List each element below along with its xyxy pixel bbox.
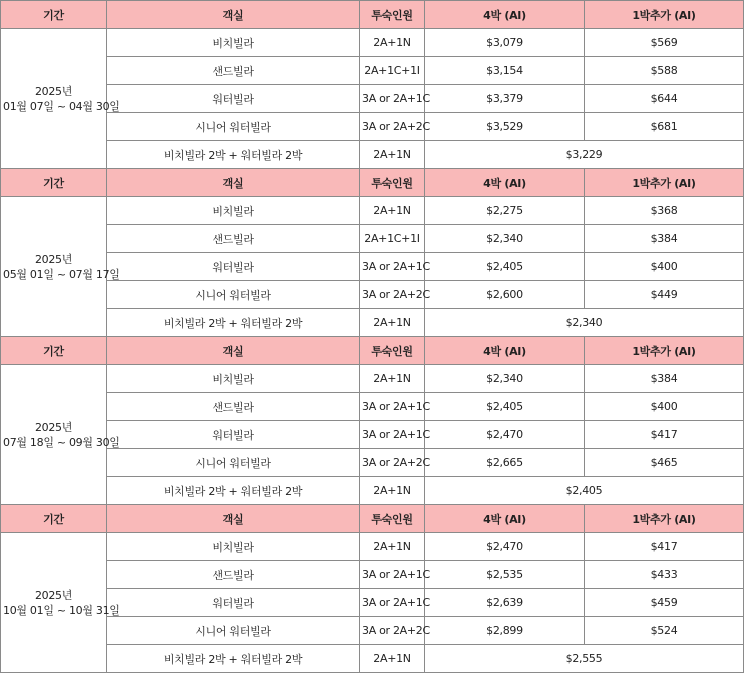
price-extra-night: $588	[585, 57, 744, 85]
price-four-nights: $2,275	[425, 197, 585, 225]
table-row	[1, 281, 744, 309]
price-four-nights: $2,535	[425, 561, 585, 589]
price-extra-night: $417	[585, 533, 744, 561]
price-extra-night: $459	[585, 589, 744, 617]
price-extra-night: $569	[585, 29, 744, 57]
occupancy: 2A+1N	[360, 197, 425, 225]
room-name: 워터빌라	[107, 85, 360, 113]
table-row	[1, 225, 744, 253]
occupancy: 2A+1N	[360, 533, 425, 561]
table-row	[1, 57, 744, 85]
header-occupancy: 투숙인원	[360, 1, 425, 29]
price-four-nights: $3,079	[425, 29, 585, 57]
period-cell	[1, 365, 120, 505]
occupancy: 2A+1C+1I	[360, 57, 425, 85]
price-four-nights: $3,529	[425, 113, 585, 141]
period-year: 2025년	[34, 252, 73, 266]
room-name: 샌드빌라	[107, 57, 360, 85]
header-extra-night: 1박추가 (AI)	[585, 1, 744, 29]
table-row	[1, 29, 744, 57]
table-row	[1, 197, 744, 225]
price-four-nights: $2,470	[425, 421, 585, 449]
room-name: 샌드빌라	[107, 561, 360, 589]
occupancy: 3A or 2A+1C	[360, 561, 425, 589]
section-header-row	[1, 169, 744, 197]
table-row	[1, 113, 744, 141]
table-row	[1, 393, 744, 421]
price-extra-night: $644	[585, 85, 744, 113]
room-name: 시니어 워터빌라	[107, 113, 360, 141]
section-header-row	[1, 1, 744, 29]
price-four-nights: $2,639	[425, 589, 585, 617]
header-period: 기간	[1, 337, 107, 365]
price-extra-night: $681	[585, 113, 744, 141]
occupancy: 2A+1N	[360, 29, 425, 57]
room-name: 워터빌라	[107, 421, 360, 449]
room-name: 시니어 워터빌라	[107, 281, 360, 309]
occupancy: 3A or 2A+2C	[360, 281, 425, 309]
combo-row	[1, 645, 744, 673]
period-year: 2025년	[34, 420, 73, 434]
occupancy: 3A or 2A+2C	[360, 113, 425, 141]
price-extra-night: $384	[585, 365, 744, 393]
occupancy: 3A or 2A+1C	[360, 253, 425, 281]
occupancy: 3A or 2A+1C	[360, 393, 425, 421]
occupancy: 3A or 2A+2C	[360, 449, 425, 477]
table-row	[1, 617, 744, 645]
table-row	[1, 561, 744, 589]
price-extra-night: $449	[585, 281, 744, 309]
price-extra-night: $465	[585, 449, 744, 477]
room-name: 비치빌라	[107, 533, 360, 561]
header-extra-night: 1박추가 (AI)	[585, 505, 744, 533]
price-four-nights: $2,340	[425, 225, 585, 253]
price-extra-night: $417	[585, 421, 744, 449]
header-extra-night: 1박추가 (AI)	[585, 169, 744, 197]
combo-room: 비치빌라 2박 + 워터빌라 2박	[107, 141, 360, 169]
room-name: 비치빌라	[107, 29, 360, 57]
occupancy: 2A+1C+1I	[360, 225, 425, 253]
period-year: 2025년	[34, 588, 73, 602]
combo-price: $2,405	[425, 477, 744, 505]
table-row	[1, 533, 744, 561]
period-cell	[1, 533, 120, 673]
period-cell	[1, 197, 120, 337]
rate-table-body	[1, 1, 744, 673]
price-extra-night: $433	[585, 561, 744, 589]
price-four-nights: $2,600	[425, 281, 585, 309]
combo-occupancy: 2A+1N	[360, 645, 425, 673]
room-name: 샌드빌라	[107, 393, 360, 421]
combo-occupancy: 2A+1N	[360, 141, 425, 169]
combo-price: $2,555	[425, 645, 744, 673]
period-range: 10월 01일 ~ 10월 31일	[3, 603, 120, 617]
combo-price: $2,340	[425, 309, 744, 337]
price-extra-night: $400	[585, 393, 744, 421]
combo-row	[1, 477, 744, 505]
period-cell	[1, 29, 120, 169]
price-extra-night: $368	[585, 197, 744, 225]
header-period: 기간	[1, 505, 107, 533]
combo-room: 비치빌라 2박 + 워터빌라 2박	[107, 309, 360, 337]
header-room: 객실	[107, 505, 360, 533]
header-period: 기간	[1, 1, 107, 29]
combo-room: 비치빌라 2박 + 워터빌라 2박	[107, 645, 360, 673]
header-extra-night: 1박추가 (AI)	[585, 337, 744, 365]
header-four-nights: 4박 (AI)	[425, 337, 585, 365]
header-room: 객실	[107, 1, 360, 29]
combo-occupancy: 2A+1N	[360, 477, 425, 505]
table-row	[1, 365, 744, 393]
combo-row	[1, 141, 744, 169]
section-header-row	[1, 337, 744, 365]
room-name: 비치빌라	[107, 197, 360, 225]
occupancy: 3A or 2A+2C	[360, 617, 425, 645]
price-four-nights: $2,340	[425, 365, 585, 393]
price-four-nights: $3,379	[425, 85, 585, 113]
header-occupancy: 투숙인원	[360, 505, 425, 533]
price-four-nights: $2,405	[425, 253, 585, 281]
header-room: 객실	[107, 169, 360, 197]
room-name: 비치빌라	[107, 365, 360, 393]
price-extra-night: $400	[585, 253, 744, 281]
period-year: 2025년	[34, 84, 73, 98]
combo-occupancy: 2A+1N	[360, 309, 425, 337]
header-four-nights: 4박 (AI)	[425, 169, 585, 197]
room-name: 샌드빌라	[107, 225, 360, 253]
room-name: 시니어 워터빌라	[107, 449, 360, 477]
table-row	[1, 449, 744, 477]
header-room: 객실	[107, 337, 360, 365]
occupancy: 2A+1N	[360, 365, 425, 393]
combo-row	[1, 309, 744, 337]
room-name: 시니어 워터빌라	[107, 617, 360, 645]
occupancy: 3A or 2A+1C	[360, 85, 425, 113]
price-extra-night: $384	[585, 225, 744, 253]
section-header-row	[1, 505, 744, 533]
period-range: 07월 18일 ~ 09월 30일	[3, 435, 120, 449]
occupancy: 3A or 2A+1C	[360, 421, 425, 449]
room-name: 워터빌라	[107, 589, 360, 617]
room-name: 워터빌라	[107, 253, 360, 281]
header-occupancy: 투숙인원	[360, 169, 425, 197]
combo-price: $3,229	[425, 141, 744, 169]
price-four-nights: $2,405	[425, 393, 585, 421]
price-four-nights: $2,899	[425, 617, 585, 645]
header-four-nights: 4박 (AI)	[425, 1, 585, 29]
header-occupancy: 투숙인원	[360, 337, 425, 365]
price-four-nights: $2,470	[425, 533, 585, 561]
header-four-nights: 4박 (AI)	[425, 505, 585, 533]
price-four-nights: $2,665	[425, 449, 585, 477]
occupancy: 3A or 2A+1C	[360, 589, 425, 617]
period-range: 05월 01일 ~ 07월 17일	[3, 267, 120, 281]
combo-room: 비치빌라 2박 + 워터빌라 2박	[107, 477, 360, 505]
price-four-nights: $3,154	[425, 57, 585, 85]
period-range: 01월 07일 ~ 04월 30일	[3, 99, 120, 113]
header-period: 기간	[1, 169, 107, 197]
price-extra-night: $524	[585, 617, 744, 645]
